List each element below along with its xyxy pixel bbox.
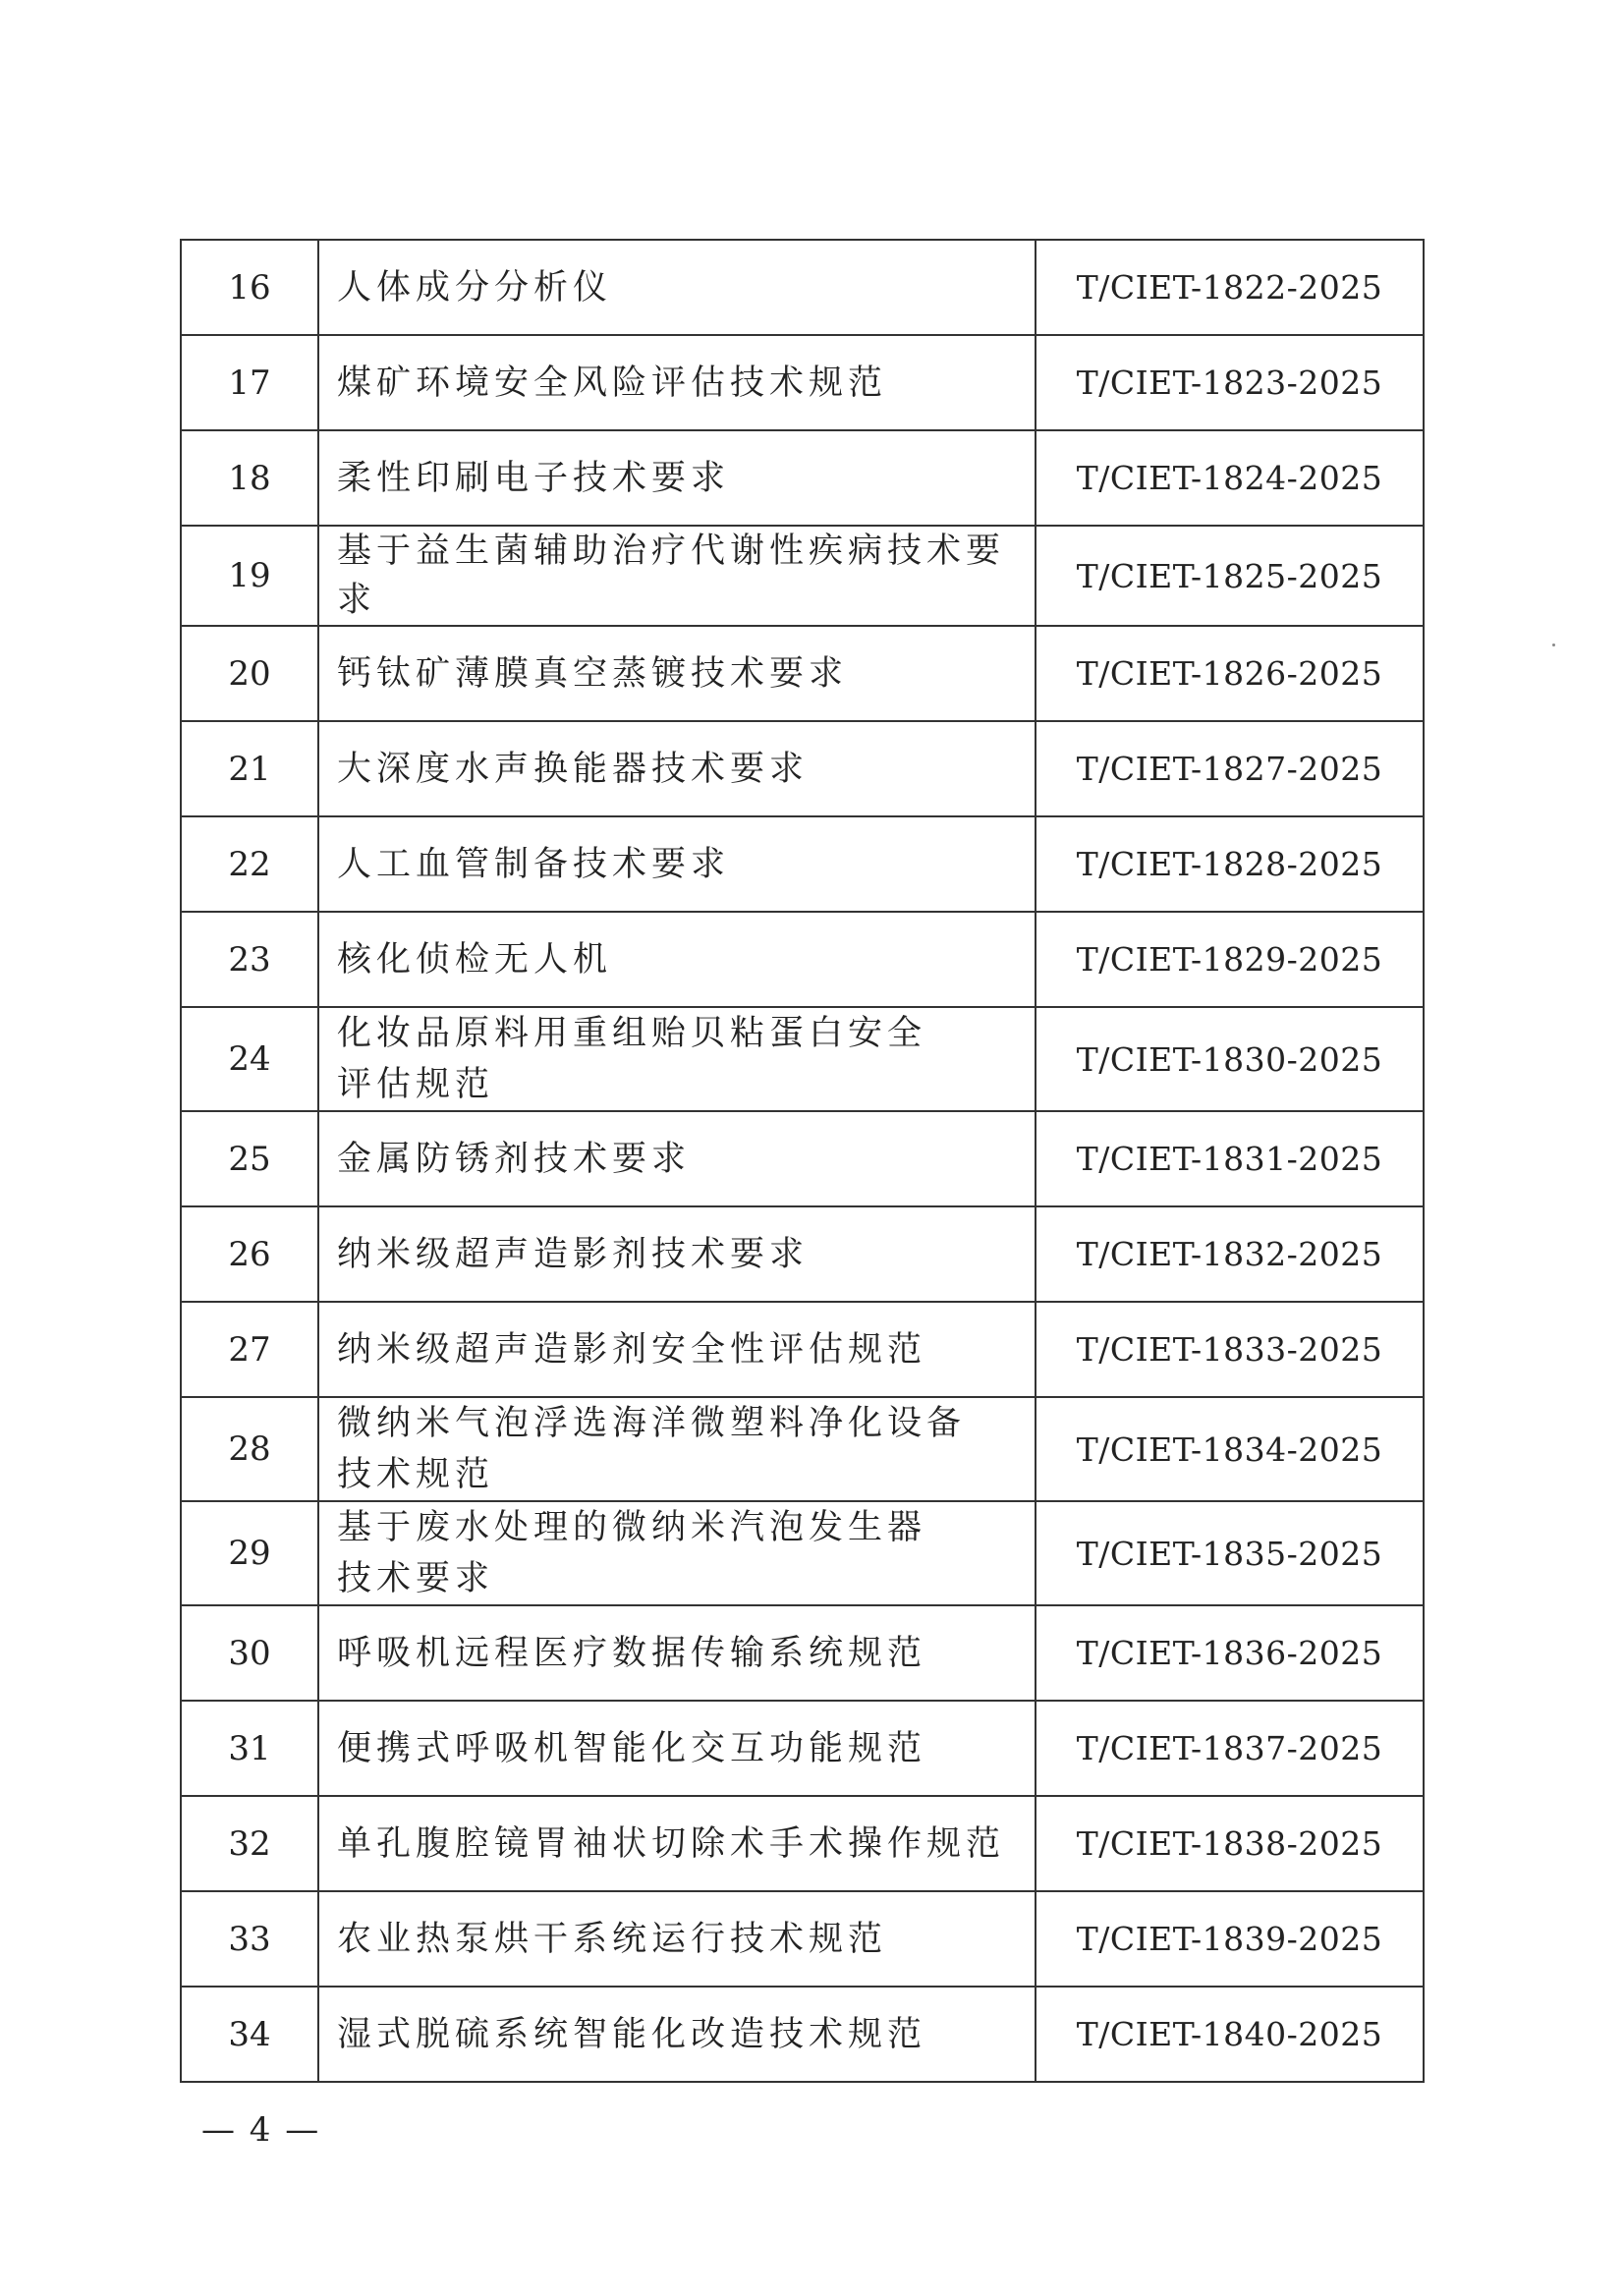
standard-code: T/CIET-1836-2025 bbox=[1036, 1605, 1424, 1701]
row-number: 32 bbox=[181, 1796, 318, 1891]
table-row bbox=[181, 526, 1424, 626]
table-row bbox=[181, 1302, 1424, 1397]
standard-name: 钙钛矿薄膜真空蒸镀技术要求 bbox=[318, 626, 1036, 721]
table-row bbox=[181, 1605, 1424, 1701]
standard-code: T/CIET-1828-2025 bbox=[1036, 816, 1424, 912]
standard-name: 湿式脱硫系统智能化改造技术规范 bbox=[318, 1987, 1036, 2082]
standard-code: T/CIET-1838-2025 bbox=[1036, 1796, 1424, 1891]
standard-name: 人体成分分析仪 bbox=[318, 240, 1036, 335]
table-row bbox=[181, 240, 1424, 335]
standard-code: T/CIET-1823-2025 bbox=[1036, 335, 1424, 430]
standard-name: 单孔腹腔镜胃袖状切除术手术操作规范 bbox=[318, 1796, 1036, 1891]
row-number: 25 bbox=[181, 1111, 318, 1206]
standard-name: 纳米级超声造影剂安全性评估规范 bbox=[318, 1302, 1036, 1397]
table-row bbox=[181, 335, 1424, 430]
standard-code: T/CIET-1822-2025 bbox=[1036, 240, 1424, 335]
table-row bbox=[181, 1796, 1424, 1891]
standard-name: 便携式呼吸机智能化交互功能规范 bbox=[318, 1701, 1036, 1796]
table-row bbox=[181, 1111, 1424, 1206]
standard-name: 基于益生菌辅助治疗代谢性疾病技术要求 bbox=[318, 526, 1036, 626]
table-row bbox=[181, 430, 1424, 526]
row-number: 17 bbox=[181, 335, 318, 430]
row-number: 20 bbox=[181, 626, 318, 721]
standard-code: T/CIET-1827-2025 bbox=[1036, 721, 1424, 816]
standard-code: T/CIET-1830-2025 bbox=[1036, 1007, 1424, 1111]
row-number: 19 bbox=[181, 526, 318, 626]
page-number: — 4 — bbox=[201, 2110, 321, 2150]
standard-name: 人工血管制备技术要求 bbox=[318, 816, 1036, 912]
table-row bbox=[181, 912, 1424, 1007]
row-number: 24 bbox=[181, 1007, 318, 1111]
standard-name: 呼吸机远程医疗数据传输系统规范 bbox=[318, 1605, 1036, 1701]
standards-table-body bbox=[181, 240, 1424, 2082]
row-number: 27 bbox=[181, 1302, 318, 1397]
row-number: 26 bbox=[181, 1206, 318, 1302]
standard-code: T/CIET-1824-2025 bbox=[1036, 430, 1424, 526]
row-number: 31 bbox=[181, 1701, 318, 1796]
row-number: 30 bbox=[181, 1605, 318, 1701]
table-row bbox=[181, 1501, 1424, 1605]
standard-code: T/CIET-1832-2025 bbox=[1036, 1206, 1424, 1302]
table-row bbox=[181, 1701, 1424, 1796]
row-number: 21 bbox=[181, 721, 318, 816]
standard-code: T/CIET-1834-2025 bbox=[1036, 1397, 1424, 1501]
standard-name: 纳米级超声造影剂技术要求 bbox=[318, 1206, 1036, 1302]
standard-name: 农业热泵烘干系统运行技术规范 bbox=[318, 1891, 1036, 1987]
standard-name: 核化侦检无人机 bbox=[318, 912, 1036, 1007]
standard-code: T/CIET-1833-2025 bbox=[1036, 1302, 1424, 1397]
standard-code: T/CIET-1829-2025 bbox=[1036, 912, 1424, 1007]
scan-speck bbox=[1552, 644, 1555, 646]
standard-code: T/CIET-1826-2025 bbox=[1036, 626, 1424, 721]
row-number: 16 bbox=[181, 240, 318, 335]
table-row bbox=[181, 721, 1424, 816]
standard-name: 基于废水处理的微纳米汽泡发生器 技术要求 bbox=[318, 1501, 1036, 1605]
row-number: 18 bbox=[181, 430, 318, 526]
table-row bbox=[181, 626, 1424, 721]
row-number: 22 bbox=[181, 816, 318, 912]
table-row bbox=[181, 1891, 1424, 1987]
standards-table bbox=[180, 239, 1425, 2083]
row-number: 29 bbox=[181, 1501, 318, 1605]
table-row bbox=[181, 1007, 1424, 1111]
standard-name: 金属防锈剂技术要求 bbox=[318, 1111, 1036, 1206]
standard-code: T/CIET-1831-2025 bbox=[1036, 1111, 1424, 1206]
standard-name: 微纳米气泡浮选海洋微塑料净化设备 技术规范 bbox=[318, 1397, 1036, 1501]
table-row bbox=[181, 816, 1424, 912]
standard-code: T/CIET-1839-2025 bbox=[1036, 1891, 1424, 1987]
standard-name: 柔性印刷电子技术要求 bbox=[318, 430, 1036, 526]
row-number: 23 bbox=[181, 912, 318, 1007]
standard-code: T/CIET-1837-2025 bbox=[1036, 1701, 1424, 1796]
row-number: 28 bbox=[181, 1397, 318, 1501]
standard-code: T/CIET-1840-2025 bbox=[1036, 1987, 1424, 2082]
row-number: 33 bbox=[181, 1891, 318, 1987]
standard-code: T/CIET-1835-2025 bbox=[1036, 1501, 1424, 1605]
standard-name: 大深度水声换能器技术要求 bbox=[318, 721, 1036, 816]
standard-name: 化妆品原料用重组贻贝粘蛋白安全 评估规范 bbox=[318, 1007, 1036, 1111]
standard-name: 煤矿环境安全风险评估技术规范 bbox=[318, 335, 1036, 430]
row-number: 34 bbox=[181, 1987, 318, 2082]
table-row bbox=[181, 1987, 1424, 2082]
table-row bbox=[181, 1206, 1424, 1302]
standard-code: T/CIET-1825-2025 bbox=[1036, 526, 1424, 626]
table-row bbox=[181, 1397, 1424, 1501]
